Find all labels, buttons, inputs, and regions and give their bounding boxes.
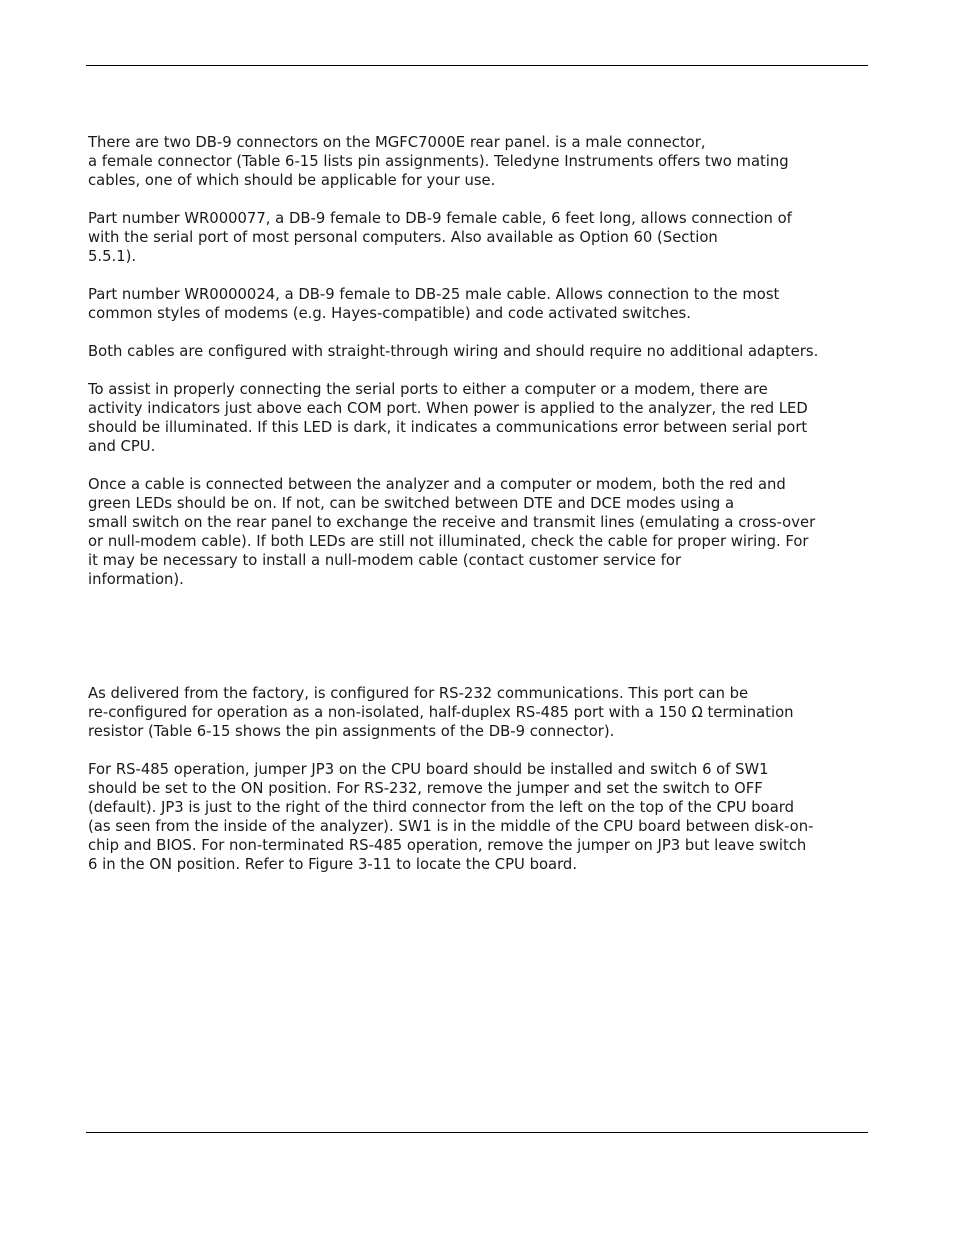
text-line: with the serial port of most personal computers. Also available as Option 60 (Section xyxy=(88,229,718,246)
document-body xyxy=(88,133,868,874)
text-line: activity indicators just above each COM port. When power is applied to the analyzer, the red LED xyxy=(88,400,808,417)
text-line: green LEDs should be on. If not, can be switched between DTE and DCE modes using a xyxy=(88,495,735,512)
text-line: cables, one of which should be applicable for your use. xyxy=(88,172,496,189)
section-spacer xyxy=(88,589,868,684)
text-line: To assist in properly connecting the serial ports to either a computer or a modem, there are xyxy=(88,381,768,398)
text-line: common styles of modems (e.g. Hayes-compatible) and code activated switches. xyxy=(88,305,691,322)
paragraph-activity-indicators xyxy=(88,380,868,456)
paragraph-cable-wr000077 xyxy=(88,209,868,266)
paragraph-spacer xyxy=(88,323,868,342)
paragraph-spacer xyxy=(88,190,868,209)
text-line: For RS-485 operation, jumper JP3 on the CPU board should be installed and switch 6 of SW1 xyxy=(88,761,769,778)
paragraph-rs485-jumper xyxy=(88,760,868,874)
text-line: re-configured for operation as a non-isolated, half-duplex RS-485 port with a 150 Ω termination xyxy=(88,704,794,721)
text-line: (as seen from the inside of the analyzer). SW1 is in the middle of the CPU board between disk-on- xyxy=(88,818,814,835)
text-line: should be illuminated. If this LED is dark, it indicates a communications error between serial port xyxy=(88,419,808,436)
paragraph-cable-wiring xyxy=(88,342,868,361)
text-line: (default). JP3 is just to the right of the third connector from the left on the top of the CPU board xyxy=(88,799,794,816)
text-line: As delivered from the factory, is configured for RS-232 communications. This port can be xyxy=(88,685,749,702)
text-line: Part number WR000077, a DB-9 female to DB-9 female cable, 6 feet long, allows connection of xyxy=(88,210,792,227)
paragraph-rs485-default xyxy=(88,684,868,741)
text-line: There are two DB-9 connectors on the MGFC7000E rear panel. is a male connector, xyxy=(88,134,706,151)
text-line: resistor (Table 6-15 shows the pin assignments of the DB-9 connector). xyxy=(88,723,615,740)
text-line: it may be necessary to install a null-modem cable (contact customer service for xyxy=(88,552,682,569)
text-line: Part number WR0000024, a DB-9 female to DB-25 male cable. Allows connection to the most xyxy=(88,286,780,303)
text-line: information). xyxy=(88,571,184,588)
text-line: chip and BIOS. For non-terminated RS-485 operation, remove the jumper on JP3 but leave switch xyxy=(88,837,807,854)
paragraph-cable-wr0000024 xyxy=(88,285,868,323)
header-rule xyxy=(86,65,868,66)
paragraph-spacer xyxy=(88,361,868,380)
text-line: Both cables are configured with straight-through wiring and should require no additional adapters. xyxy=(88,343,819,360)
text-line: or null-modem cable). If both LEDs are still not illuminated, check the cable for proper wiring. For xyxy=(88,533,809,550)
text-line: and CPU. xyxy=(88,438,156,455)
text-line: Once a cable is connected between the analyzer and a computer or modem, both the red and xyxy=(88,476,786,493)
text-line: a female connector (Table 6-15 lists pin assignments). Teledyne Instruments offers two mating xyxy=(88,153,789,170)
text-line: 6 in the ON position. Refer to Figure 3-11 to locate the CPU board. xyxy=(88,856,578,873)
paragraph-spacer xyxy=(88,266,868,285)
text-line: 5.5.1). xyxy=(88,248,137,265)
text-line: small switch on the rear panel to exchange the receive and transmit lines (emulating a cross-over xyxy=(88,514,816,531)
paragraph-db9-connectors xyxy=(88,133,868,190)
text-line: should be set to the ON position. For RS-232, remove the jumper and set the switch to OFF xyxy=(88,780,763,797)
footer-rule xyxy=(86,1132,868,1133)
paragraph-spacer xyxy=(88,456,868,475)
paragraph-spacer xyxy=(88,741,868,760)
paragraph-leds-troubleshooting xyxy=(88,475,868,589)
